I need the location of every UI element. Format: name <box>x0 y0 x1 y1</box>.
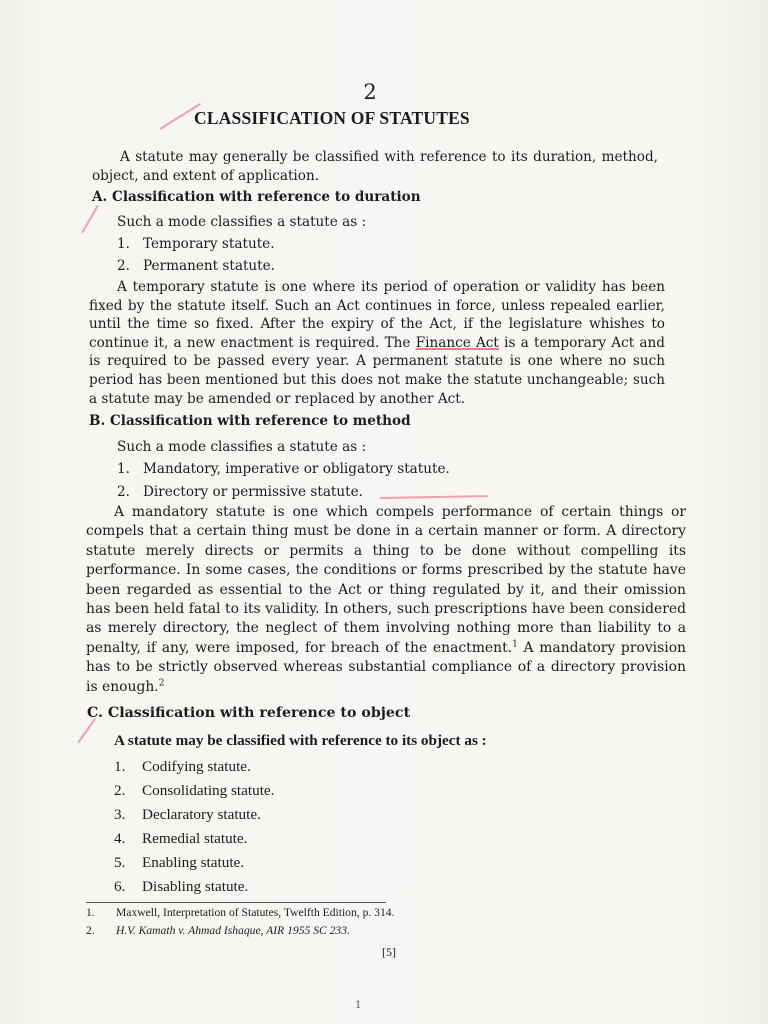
list-item-text: Mandatory, imperative or obligatory statute. <box>143 461 450 477</box>
list-item-text: Remedial statute. <box>142 830 248 847</box>
section-a-paragraph: A temporary statute is one where its period of operation or validity has been fixed by the statute itself. Such an Act continues in force, unless repealed earlier, until the time so fixed. After the expiry of the Act, if the legislature whishes to continue it, a new enactment is required. The Finance Act is a temporary Act and is required to be passed every year. A permanent statute is one where no such period has been mentioned but this does not make the statute unchangeable; such a statute may be amended or replaced by another Act. <box>89 279 665 407</box>
footnote-number: 2. <box>86 924 95 937</box>
list-item-number: 5. <box>114 854 126 871</box>
footnote-number: 1. <box>86 906 95 919</box>
list-item-text: Disabling statute. <box>142 878 249 895</box>
pen-mark <box>77 718 96 744</box>
section-a-lead: Such a mode classifies a statute as : <box>117 214 367 230</box>
section-b-heading: B. Classification with reference to method <box>89 413 411 429</box>
bottom-mark: 1 <box>355 1000 362 1011</box>
footnote-divider <box>86 902 386 903</box>
list-item-number: 1. <box>117 236 130 252</box>
list-item-text: Codifying statute. <box>142 758 251 775</box>
list-item-text: Permanent statute. <box>143 258 276 274</box>
section-b-paragraph: A mandatory statute is one which compels performance of certain things or compels that a certain thing must be done in a certain manner or form. A directory statute merely directs or permits a thing to be done without compelling its performance. In some cases, the conditions or forms prescribed by the statute have been regarded as essential to the Act or thing regulated by it, and their omission has been held fatal to its validity. In others, such prescriptions have been considered as merely directory, the neglect of them involving nothing more than liability to a penalty, if any, were imposed, for breach of the enactment.$^1$ A mandatory provision has to be strictly observed whereas substantial compliance of a directory provision is enough.$^2$ <box>86 504 687 695</box>
footnote-text: H.V. Kamath v. Ahmad Ishaque, AIR 1955 SC 233. <box>116 924 350 937</box>
intro-paragraph: A statute may generally be classified with reference to its duration, method, object, and extent of application. <box>92 149 658 184</box>
list-item-text: Declaratory statute. <box>142 806 261 823</box>
list-item <box>114 806 261 824</box>
footnote-ref: 1 <box>512 639 518 650</box>
list-item <box>114 758 251 776</box>
section-c-heading: C. Classification with reference to object <box>87 705 411 721</box>
list-item-number: 1. <box>114 758 126 775</box>
page-number: [5] <box>382 945 396 959</box>
list-item <box>117 236 275 252</box>
list-item <box>114 782 274 800</box>
section-b-lead: Such a mode classifies a statute as : <box>117 439 367 455</box>
footnote <box>86 924 350 937</box>
list-item-text: Temporary statute. <box>143 236 275 252</box>
highlighted-term: Finance Act <box>415 334 499 351</box>
list-item <box>114 830 247 848</box>
list-item-text: Enabling statute. <box>142 854 245 871</box>
list-item-text: Consolidating statute. <box>142 782 275 799</box>
footnote-ref: 2 <box>158 678 165 689</box>
chapter-title: CLASSIFICATION OF STATUTES <box>194 108 470 128</box>
list-item <box>117 484 363 500</box>
pen-mark <box>81 205 99 234</box>
list-item-number: 2. <box>117 484 130 500</box>
list-item-number: 4. <box>114 830 126 847</box>
section-c-lead: A statute may be classified with reference to its object as : <box>114 732 487 749</box>
list-item <box>114 878 248 896</box>
list-item-number: 2. <box>114 782 126 799</box>
list-item-number: 1. <box>117 461 130 477</box>
list-item <box>117 461 450 477</box>
section-a-heading: A. Classification with reference to duration <box>92 189 421 205</box>
list-item <box>117 258 275 274</box>
list-item-number: 3. <box>114 806 126 823</box>
chapter-number: 2 <box>363 80 377 104</box>
footnote-text: Maxwell, Interpretation of Statutes, Twelfth Edition, p. 314. <box>116 906 395 919</box>
list-item-text: Directory or permissive statute. <box>143 484 363 500</box>
list-item-number: 2. <box>117 258 130 274</box>
list-item <box>114 854 244 872</box>
footnote <box>86 906 394 919</box>
list-item-number: 6. <box>114 878 126 895</box>
pen-mark <box>380 495 488 498</box>
